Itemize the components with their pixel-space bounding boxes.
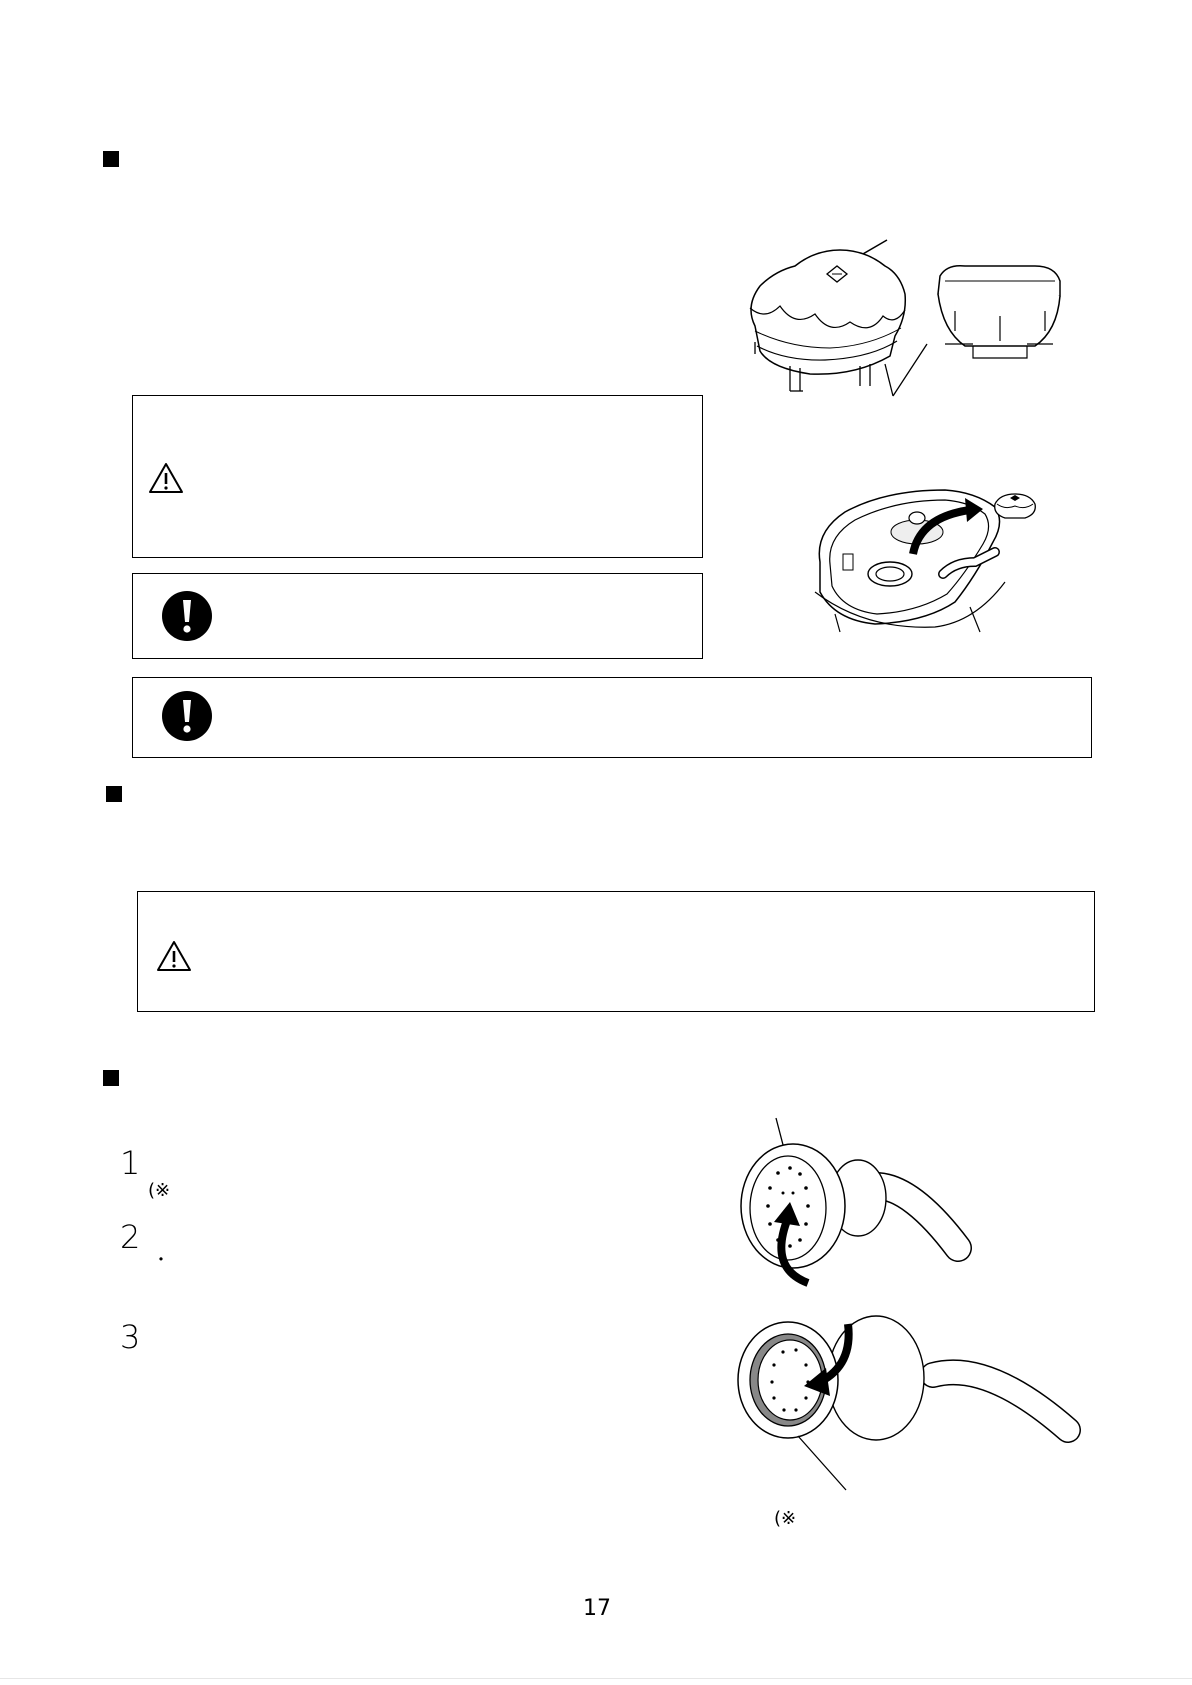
cap-figure bbox=[735, 236, 1085, 396]
warning-box-2 bbox=[137, 891, 1095, 1012]
mandatory-box-1 bbox=[132, 573, 703, 659]
section-marker-3 bbox=[103, 1070, 119, 1086]
step-1-note: (※ bbox=[148, 1180, 171, 1201]
exclamation-circle-icon bbox=[161, 590, 213, 642]
step-number-3: 3 bbox=[120, 1318, 141, 1356]
shower-figure-note: (※ bbox=[774, 1508, 797, 1529]
exclamation-circle-icon bbox=[161, 690, 213, 742]
section-marker-2 bbox=[106, 786, 122, 802]
step-number-1: 1 bbox=[120, 1144, 141, 1182]
warning-box-1 bbox=[132, 395, 703, 558]
step-2-bullet: ・ bbox=[152, 1250, 170, 1271]
warning-triangle-icon bbox=[156, 940, 192, 972]
section-marker-1 bbox=[103, 151, 119, 167]
mandatory-box-2 bbox=[132, 677, 1092, 758]
shower-head-figure-1 bbox=[738, 1118, 968, 1298]
page-number: 17 bbox=[583, 1596, 611, 1621]
shower-head-figure-2 bbox=[738, 1320, 1078, 1500]
step-number-2: 2 bbox=[120, 1218, 141, 1256]
page-bottom-edge bbox=[0, 1678, 1192, 1679]
sink-figure bbox=[805, 482, 1055, 632]
warning-triangle-icon bbox=[148, 462, 184, 494]
